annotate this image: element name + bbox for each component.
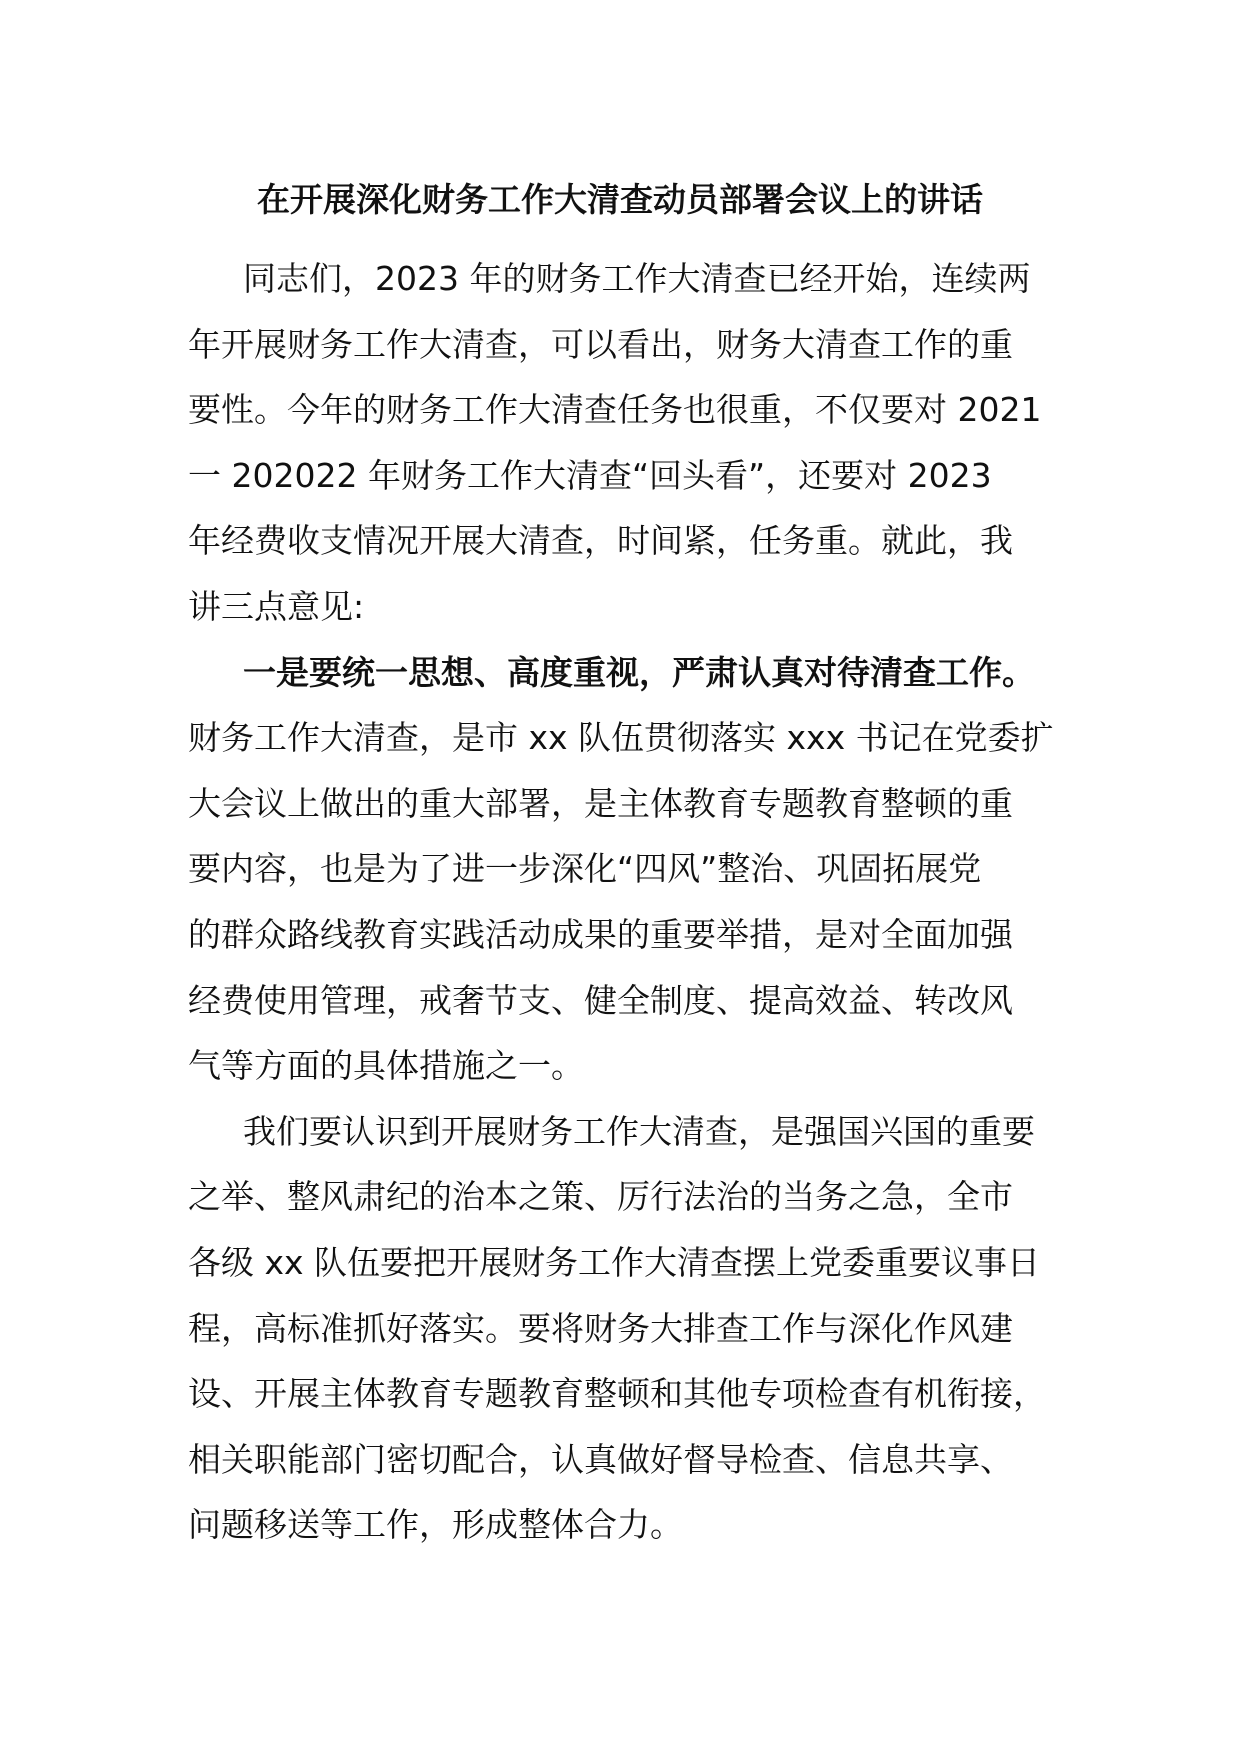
paragraph-line: 的群众路线教育实践活动成果的重要举措，是对全面加强 [188, 914, 1013, 954]
paragraph-line: 讲三点意见: [188, 586, 365, 626]
paragraph-line: 各级 xx 队伍要把开展财务工作大清查摆上党委重要议事日 [188, 1242, 1041, 1282]
paragraph-line: 一 202022 年财务工作大清查“回头看”，还要对 2023 [188, 455, 992, 495]
paragraph-heading: 一是要统一思想、高度重视，严肃认真对待清查工作。 [243, 652, 1035, 692]
paragraph-line: 经费使用管理，戒奢节支、健全制度、提高效益、转改风 [188, 980, 1013, 1020]
paragraph-line: 之举、整风肃纪的治本之策、厉行法治的当务之急，全市 [188, 1177, 1013, 1217]
paragraph-3 [188, 1099, 1054, 1558]
paragraph-line: 年经费收支情况开展大清查，时间紧，任务重。就此，我 [188, 521, 1013, 561]
document-body [188, 246, 1054, 1558]
paragraph-line: 财务工作大清查，是市 xx 队伍贯彻落实 xxx 书记在党委扩 [188, 718, 1054, 758]
paragraph-line: 相关职能部门密切配合，认真做好督导检查、信息共享、 [188, 1439, 1013, 1479]
paragraph-line: 设、开展主体教育专题教育整顿和其他专项检查有机衔接， [188, 1374, 1046, 1414]
paragraph-line: 程，高标准抓好落实。要将财务大排查工作与深化作风建 [188, 1308, 1013, 1348]
paragraph-line: 气等方面的具体措施之一。 [188, 1046, 584, 1086]
paragraph-line: 要性。今年的财务工作大清查任务也很重，不仅要对 2021 [188, 390, 1042, 430]
document-title: 在开展深化财务工作大清查动员部署会议上的讲话 [257, 180, 983, 219]
paragraph-line: 大会议上做出的重大部署，是主体教育专题教育整顿的重 [188, 783, 1013, 823]
paragraph-line: 同志们，2023 年的财务工作大清查已经开始，连续两 [243, 259, 1031, 298]
paragraph-2 [188, 640, 1054, 1099]
paragraph-line: 我们要认识到开展财务工作大清查，是强国兴国的重要 [243, 1111, 1035, 1151]
paragraph-1 [188, 246, 1054, 640]
paragraph-line: 年开展财务工作大清查，可以看出，财务大清查工作的重 [188, 324, 1013, 364]
paragraph-line: 问题移送等工作，形成整体合力。 [188, 1505, 683, 1545]
paragraph-line: 要内容，也是为了进一步深化“四风”整治、巩固拓展党 [188, 849, 982, 889]
